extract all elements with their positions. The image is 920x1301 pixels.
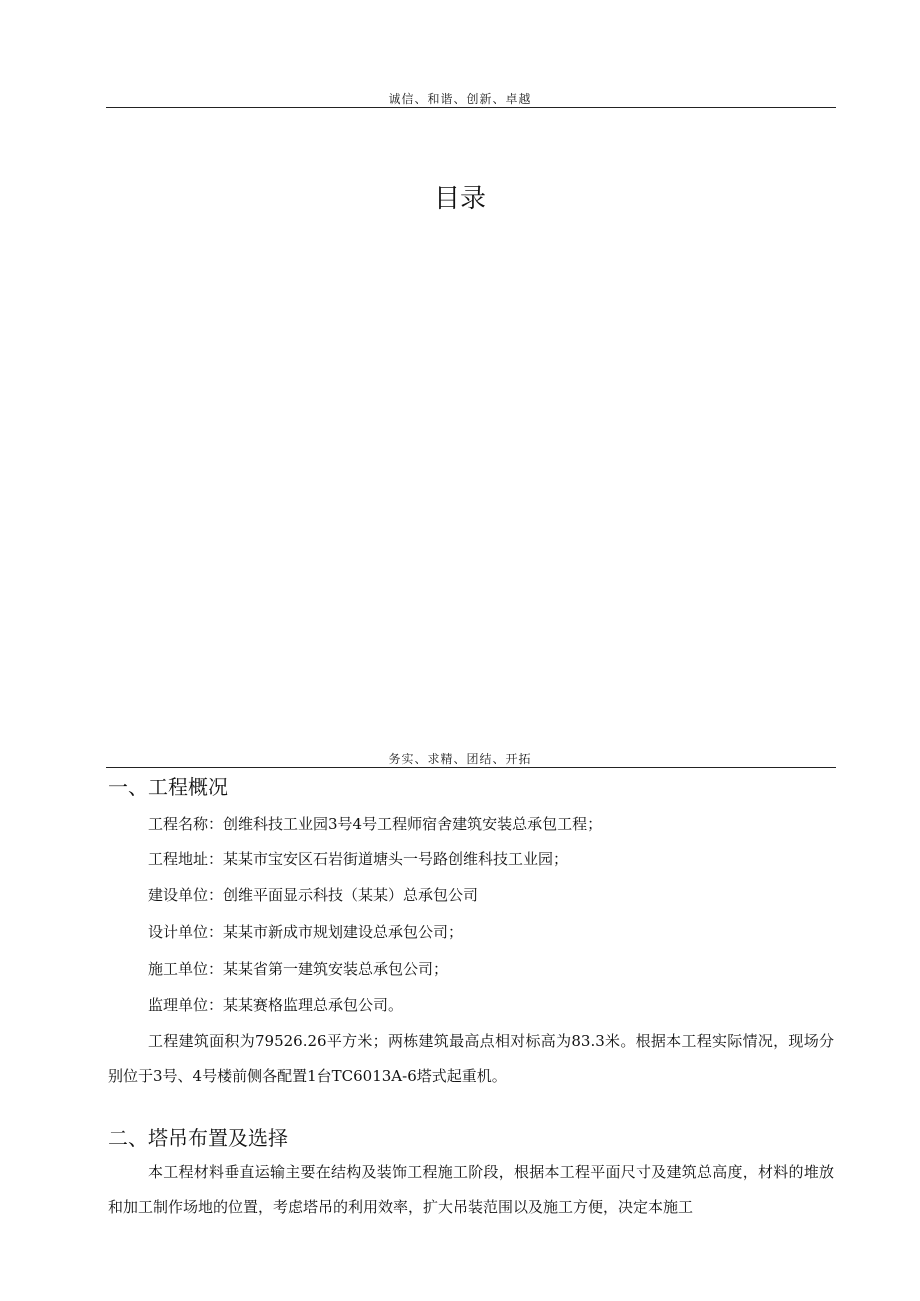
owner-unit-line: 建设单位：创维平面显示科技（某某）总承包公司 — [148, 886, 479, 904]
section-heading-tower-crane: 二、塔吊布置及选择 — [108, 1126, 288, 1150]
supervision-unit-line: 监理单位：某某赛格监理总承包公司。 — [148, 996, 404, 1014]
project-name-line: 工程名称：创维科技工业园3号4号工程师宿舍建筑安装总承包工程； — [148, 815, 603, 833]
toc-title: 目录 — [433, 184, 486, 214]
header-motto: 诚信、和谐、创新、卓越 — [388, 92, 532, 106]
footer-motto: 务实、求精、团结、开拓 — [388, 752, 532, 766]
tower-crane-paragraph: 本工程材料垂直运输主要在结构及装饰工程施工阶段，根据本工程平面尺寸及建筑总高度，材料的堆放和加工制作场地的位置，考虑塔吊的利用效率，扩大吊装范围以及施工方便，决定本施工 — [108, 1163, 834, 1216]
project-address-line: 工程地址：某某市宝安区石岩街道塘头一号路创维科技工业园； — [148, 850, 569, 868]
header-divider — [106, 107, 836, 108]
construction-unit-line: 施工单位：某某省第一建筑安装总承包公司； — [148, 960, 449, 978]
page-divider — [106, 767, 836, 768]
section-heading-project-overview: 一、工程概况 — [108, 775, 228, 799]
design-unit-line: 设计单位：某某市新成市规划建设总承包公司； — [148, 923, 464, 941]
project-summary-paragraph: 工程建筑面积为79526.26平方米；两栋建筑最高点相对标高为83.3米。根据本工程实际情况，现场分别位于3号、4号楼前侧各配置1台TC6013A-6塔式起重机。 — [108, 1032, 834, 1085]
